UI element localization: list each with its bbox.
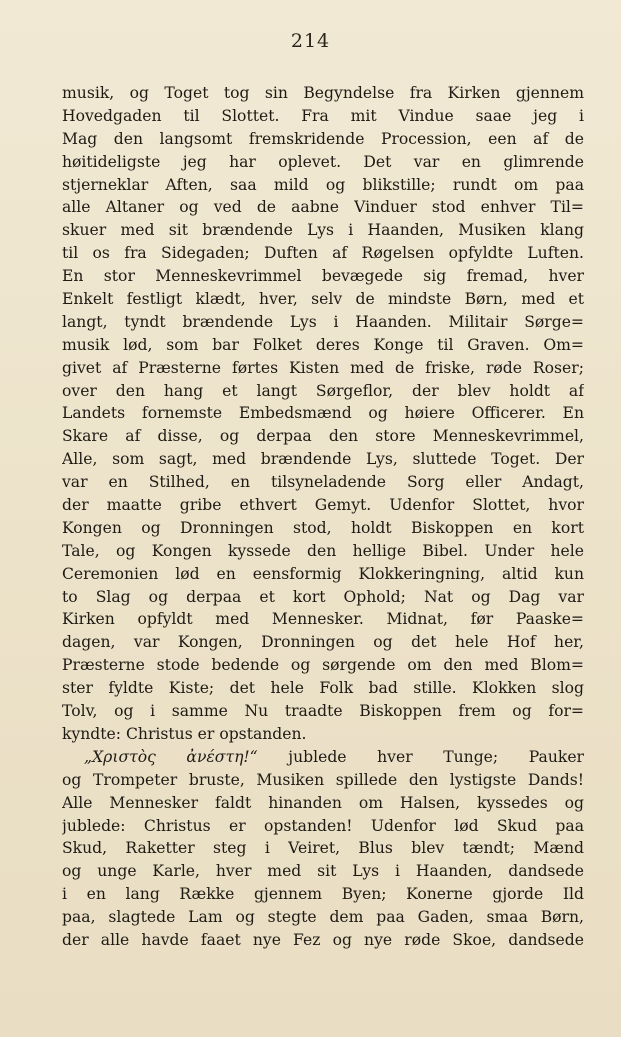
body-text — [62, 82, 584, 952]
text-line: Præsterne stode bedende og sørgende om den med Blom= — [62, 656, 584, 675]
text-line: og unge Karle, hver med sit Lys i Haanden, dandsede — [62, 862, 584, 881]
text-line: der alle havde faaet nye Fez og nye røde Skoe, dandsede — [62, 930, 584, 949]
text-line: dagen, var Kongen, Dronningen og det hele Hof her, — [62, 633, 584, 652]
text-line: Hovedgaden til Slottet. Fra mit Vindue saae jeg i — [62, 106, 584, 125]
text-line: Alle Mennesker faldt hinanden om Halsen, kyssedes og — [62, 793, 584, 812]
text-line: Ceremonien lød en eensformig Klokkeringning, altid kun — [62, 564, 584, 583]
text-line: Mag den langsomt fremskridende Procession, een af de — [62, 129, 584, 148]
text-line: Tolv, og i samme Nu traadte Biskoppen frem og for= — [62, 702, 584, 721]
greek-quote: „Χριστὸς ἀνέστη!“ — [84, 747, 258, 766]
text-line: Kirken opfyldt med Mennesker. Midnat, før Paaske= — [62, 610, 584, 629]
text-line: til os fra Sidegaden; Duften af Røgelsen opfyldte Luften. — [62, 244, 584, 263]
text-line: kyndte: Christus er opstanden. — [62, 724, 307, 743]
text-line: Skare af disse, og derpaa den store Menneskevrimmel, — [62, 427, 584, 446]
text-fragment: jublede hver Tunge; Pauker — [288, 747, 584, 766]
text-line: Alle, som sagt, med brændende Lys, sluttede Toget. Der — [62, 450, 584, 469]
text-line: Enkelt festligt klædt, hver, selv de mindste Børn, med et — [62, 290, 584, 309]
text-line: Skud, Raketter steg i Veiret, Blus blev tændt; Mænd — [62, 839, 584, 858]
text-line: og Trompeter bruste, Musiken spillede den lystigste Dands! — [62, 770, 584, 789]
text-line: musik lød, som bar Folket deres Konge til Graven. Om= — [62, 335, 584, 354]
text-line: der maatte gribe ethvert Gemyt. Udenfor Slottet, hvor — [62, 496, 584, 515]
text-line: musik, og Toget tog sin Begyndelse fra Kirken gjennem — [62, 84, 584, 102]
text-line: ster fyldte Kiste; det hele Folk bad stille. Klokken slog — [62, 679, 584, 698]
text-line: i en lang Række gjennem Byen; Konerne gjorde Ild — [62, 885, 584, 904]
text-line: jublede: Christus er opstanden! Udenfor lød Skud paa — [62, 816, 584, 835]
page-number: 214 — [290, 30, 331, 52]
text-line: høitideligste jeg har oplevet. Det var en glimrende — [62, 152, 584, 171]
text-line: langt, tyndt brændende Lys i Haanden. Militair Sørge= — [62, 312, 584, 331]
text-line: over den hang et langt Sørgeflor, der blev holdt af — [62, 381, 584, 400]
text-line: skuer med sit brændende Lys i Haanden, Musiken klang — [62, 221, 584, 240]
text-line: paa, slagtede Lam og stegte dem paa Gaden, smaa Børn, — [62, 908, 584, 927]
text-line: Tale, og Kongen kyssede den hellige Bibel. Under hele — [62, 541, 584, 560]
text-line: En stor Menneskevrimmel bevægede sig fremad, hver — [62, 267, 584, 286]
text-line: stjerneklar Aften, saa mild og blikstille; rundt om paa — [62, 175, 584, 194]
text-line: givet af Præsterne førtes Kisten med de friske, røde Roser; — [62, 358, 584, 377]
text-line: Kongen og Dronningen stod, holdt Biskoppen en kort — [62, 518, 584, 537]
text-line: Landets fornemste Embedsmænd og høiere Officerer. En — [62, 404, 584, 423]
text-line: alle Altaner og ved de aabne Vinduer stod enhver Til= — [62, 198, 584, 217]
text-line: var en Stilhed, en tilsyneladende Sorg eller Andagt, — [62, 473, 584, 492]
text-line: to Slag og derpaa et kort Ophold; Nat og Dag var — [62, 587, 584, 606]
paragraph-first-line — [62, 746, 584, 769]
